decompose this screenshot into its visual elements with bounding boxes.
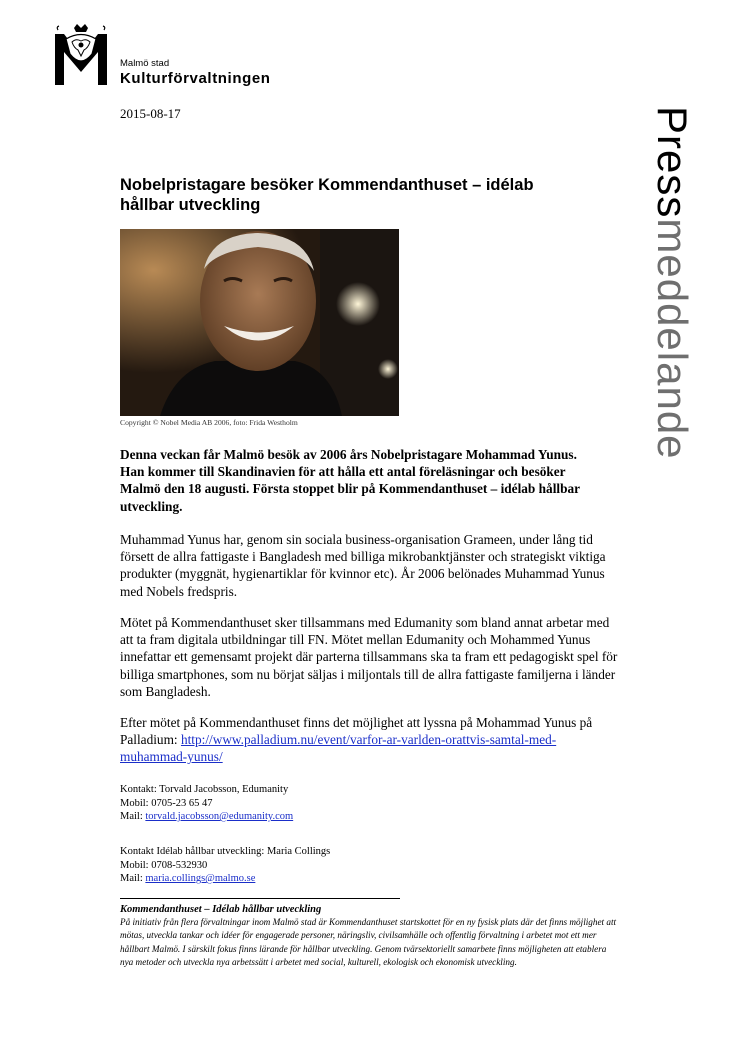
footer-boilerplate xyxy=(120,903,620,970)
contact-mail-link[interactable]: torvald.jacobsson@edumanity.com xyxy=(145,811,294,822)
side-title-press: Press xyxy=(649,106,696,219)
release-date: 2015-08-17 xyxy=(120,106,181,121)
contact-mail-label: Mail: xyxy=(120,811,146,822)
malmo-coat-of-arms-logo xyxy=(52,24,110,88)
contact-block-idelab xyxy=(120,845,330,886)
contact-mail-row xyxy=(120,810,293,824)
org-department-name: Kulturförvaltningen xyxy=(120,70,271,87)
footer-divider xyxy=(120,898,400,899)
body-paragraph-2: Mötet på Kommendanthuset sker tillsammans med Edumanity som bland annat arbetar med att ta fram digitala utbildningar till FN. Mötet mellan Edumanity och Mohammed Yunus innefattar ett gemensamt projekt där parterna tillsammans ska ta fram ett pedagogiskt spel för billiga smartphones, som nu börjat säljas i miljontals till de allra fattigaste familjerna i länder som Bangladesh. xyxy=(120,615,618,699)
contact-mail-label: Mail: xyxy=(120,873,146,884)
article-headline: Nobelpristagare besöker Kommendanthuset – idélab hållbar utveckling xyxy=(120,176,534,214)
contact-mobile: Mobil: 0708-532930 xyxy=(120,859,208,871)
contact-name: Kontakt Idélab hållbar utveckling: Maria Collings xyxy=(120,846,331,857)
body-paragraph-3-text: Efter mötet på Kommendanthuset finns det möjlighet att lyssna på Mohammad Yunus på Palladium: xyxy=(120,715,593,748)
pressmeddelande-vertical-title xyxy=(649,106,696,460)
contact-name: Kontakt: Torvald Jacobsson, Edumanity xyxy=(120,784,289,795)
org-parent-name: Malmö stad xyxy=(120,58,170,69)
palladium-event-link[interactable]: http://www.palladium.nu/event/varfor-ar-varlden-orattvis-samtal-med-muhammad-yunus/ xyxy=(120,732,557,765)
contact-mail-row xyxy=(120,872,330,886)
body-paragraph-3 xyxy=(120,714,620,766)
contact-mobile: Mobil: 0705-23 65 47 xyxy=(120,797,213,809)
portrait-photo xyxy=(120,229,399,416)
photo-caption: Copyright © Nobel Media AB 2006, foto: Frida Westholm xyxy=(120,418,298,427)
side-title-meddelande: meddelande xyxy=(649,218,696,460)
footer-body: På initiativ från flera förvaltningar inom Malmö stad är Kommendanthuset startskottet för en ny fysisk plats där det finns möjlighet att mötas, utveckla tankar och idéer för engagerade personer, näringsliv, civilsamhälle och offentlig förvaltning i arbetet mot ett mer hållbart Malmö. I särskilt fokus finns lärande för hållbar utveckling. Genom tvärsektoriellt samarbete finns möjligheten att etablera nya metoder och utveckla nya arbetssätt i arbetet med social, kulturell, ekologisk och ekonomisk utveckling. xyxy=(120,917,617,968)
footer-title: Kommendanthuset – Idélab hållbar utveckling xyxy=(120,904,322,915)
body-paragraph-1: Muhammad Yunus har, genom sin sociala business-organisation Grameen, under lång tid försett de allra fattigaste i Bangladesh med billiga mikrobanktjänster och strategiskt viktiga produkter (myggnät, hygienartiklar för kvinnor etc). År 2006 belönades Muhammad Yunus med Nobels fredspris. xyxy=(120,532,606,599)
contact-block-edumanity xyxy=(120,783,293,824)
lead-paragraph: Denna veckan får Malmö besök av 2006 års Nobelpristagare Mohammad Yunus. Han kommer till Skandinavien för att hålla ett antal föreläsningar och besöker Malmö den 18 augusti. Första stoppet blir på Kommendanthuset – idélab hållbar utveckling. xyxy=(120,447,580,514)
contact-mail-link[interactable]: maria.collings@malmo.se xyxy=(145,873,256,884)
